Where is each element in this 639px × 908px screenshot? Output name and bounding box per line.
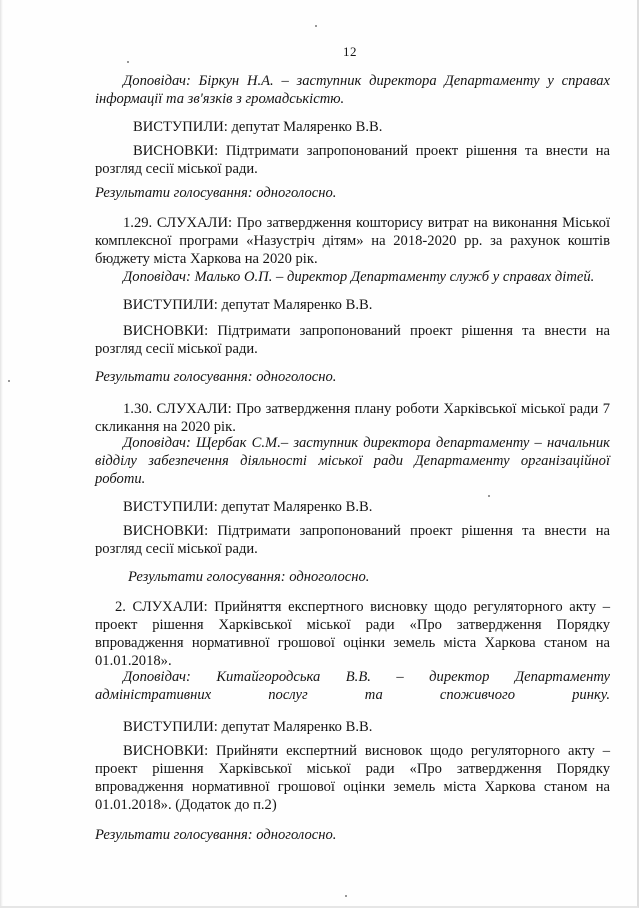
result-1-28: Результати голосування: одноголосно.: [95, 185, 337, 201]
conclusion-1-28: ВИСНОВКИ: Підтримати запропонований проект рішення та внести на розгляд сесії міської ради.: [95, 143, 610, 177]
heard-2: 2. СЛУХАЛИ: Прийняття експертного висновку щодо регуляторного акту – проект рішення Харківської міської ради «Про затвердження Порядку впровадження нормативної грошової оцінки земель міста Харкова станом на 01.01.2018».: [95, 599, 610, 669]
result-1-30: Результати голосування: одноголосно.: [128, 569, 370, 585]
speaker-1-29: Доповідач: Малько О.П. – директор Департаменту служб у справах дітей.: [123, 269, 595, 285]
scan-speck: [315, 25, 317, 27]
conclusion-1-29: ВИСНОВКИ: Підтримати запропонований проект рішення та внести на розгляд сесії міської ради.: [95, 323, 610, 357]
speaker-1-30: Доповідач: Щербак С.М.– заступник директора департаменту – начальник відділу забезпечення діяльності міської ради Департаменту організаційної роботи.: [95, 435, 610, 487]
result-2: Результати голосування: одноголосно.: [95, 827, 337, 843]
conclusion-2: ВИСНОВКИ: Прийняти експертний висновок щодо регуляторного акту – проект рішення Харківської міської ради «Про затвердження Порядку впровадження нормативної грошової оцінки земель міста Харкова станом на 01.01.2018». (Додаток до п.2): [95, 743, 610, 813]
speaker-1-28: Доповідач: Біркун Н.А. – заступник директора Департаменту у справах інформації та зв'язків з громадськістю.: [95, 73, 610, 107]
page-number: 12: [343, 44, 357, 59]
conclusion-1-30: ВИСНОВКИ: Підтримати запропонований проект рішення та внести на розгляд сесії міської ради.: [95, 523, 610, 557]
spoke-1-28: ВИСТУПИЛИ: депутат Маляренко В.В.: [133, 119, 383, 135]
scan-speck: [345, 895, 347, 897]
spoke-1-29: ВИСТУПИЛИ: депутат Маляренко В.В.: [123, 297, 373, 313]
scan-speck: [127, 61, 129, 63]
scan-speck: [8, 380, 10, 382]
heard-1-29: 1.29. СЛУХАЛИ: Про затвердження кошторису витрат на виконання Міської комплексної програми «Назустріч дітям» на 2018-2020 рр. за рахунок коштів бюджету міста Харкова на 2020 рік.: [95, 215, 610, 267]
spoke-2: ВИСТУПИЛИ: депутат Маляренко В.В.: [123, 719, 373, 735]
scan-edge-shadow: [0, 0, 3, 906]
scan-speck: [488, 495, 490, 497]
heard-1-30: 1.30. СЛУХАЛИ: Про затвердження плану роботи Харківської міської ради 7 скликання на 2020 рік.: [95, 401, 610, 435]
spoke-1-30: ВИСТУПИЛИ: депутат Маляренко В.В.: [123, 499, 373, 515]
speaker-2: Доповідач: Китайгородська В.В. – директор Департаменту адміністративних послуг та споживчого ринку.: [95, 669, 610, 703]
result-1-29: Результати голосування: одноголосно.: [95, 369, 337, 385]
